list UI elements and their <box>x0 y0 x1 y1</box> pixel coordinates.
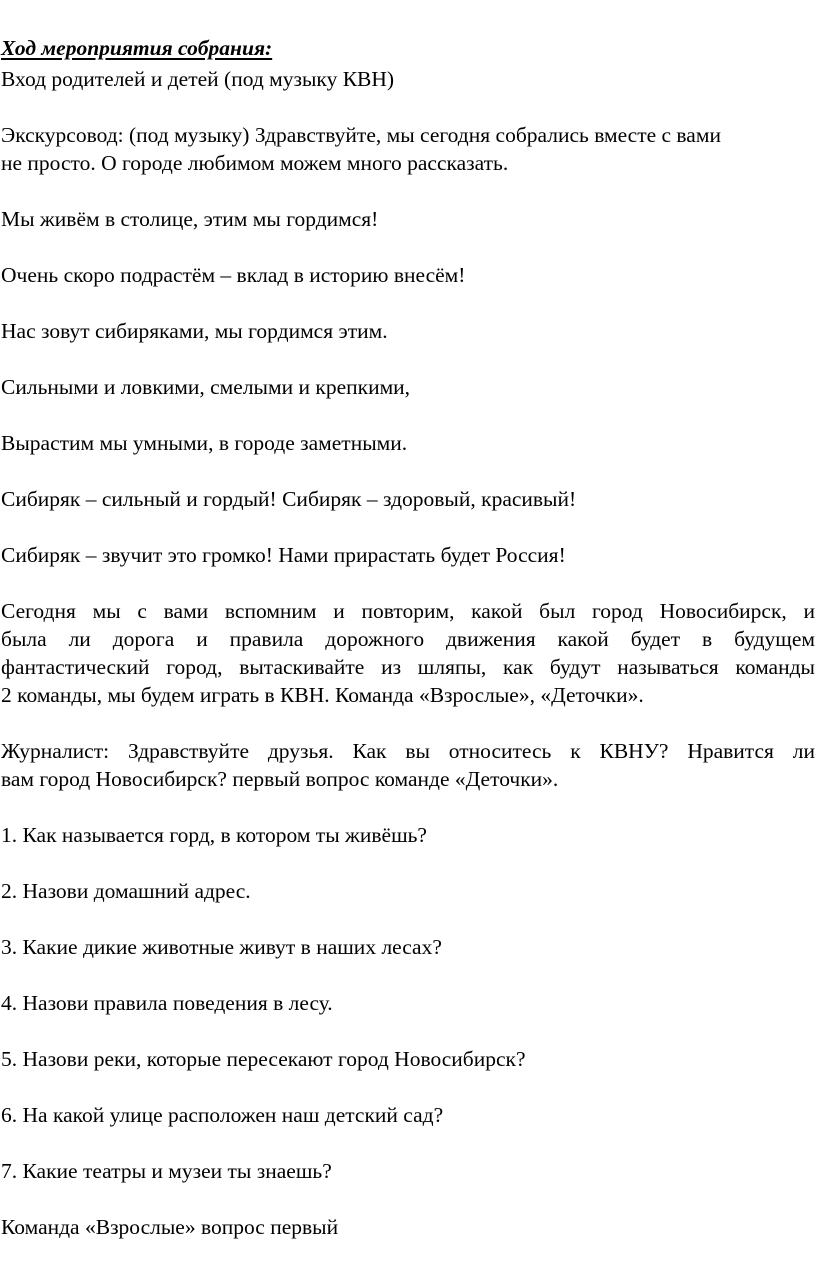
guide-intro-line: Экскурсовод: (под музыку) Здравствуйте, мы сегодня собрались вместе с вами <box>1 123 721 147</box>
question-item: 5. Назови реки, которые пересекают город Новосибирск? <box>1 1047 526 1071</box>
journalist-paragraph-line: вам город Новосибирск? первый вопрос команде «Деточки». <box>1 767 559 791</box>
poem-line: Сибиряк – сильный и гордый! Сибиряк – здоровый, красивый! <box>1 487 577 511</box>
question-item: 7. Какие театры и музеи ты знаешь? <box>1 1159 332 1183</box>
journalist-paragraph-line: Журналист: Здравствуйте друзья. Как вы относитесь к КВНУ? Нравится ли <box>1 739 815 763</box>
poem-line: Нас зовут сибиряками, мы гордимся этим. <box>1 319 388 343</box>
poem-line: Мы живём в столице, этим мы гордимся! <box>1 207 379 231</box>
guide-intro-line: не просто. О городе любимом можем много рассказать. <box>1 151 509 175</box>
closing-line: Команда «Взрослые» вопрос первый <box>1 1215 339 1239</box>
intro-paragraph-line: была ли дорога и правила дорожного движения какой будет в будущем <box>1 627 815 651</box>
question-item: 1. Как называется горд, в котором ты живёшь? <box>1 823 427 847</box>
entrance-line: Вход родителей и детей (под музыку КВН) <box>1 67 395 91</box>
intro-paragraph-line: 2 команды, мы будем играть в КВН. Команда «Взрослые», «Деточки». <box>1 683 644 707</box>
question-item: 3. Какие дикие животные живут в наших лесах? <box>1 935 442 959</box>
poem-line: Сильными и ловкими, смелыми и крепкими, <box>1 375 411 399</box>
question-item: 6. На какой улице расположен наш детский сад? <box>1 1103 444 1127</box>
question-item: 4. Назови правила поведения в лесу. <box>1 991 333 1015</box>
question-item: 2. Назови домашний адрес. <box>1 879 251 903</box>
intro-paragraph-line: Сегодня мы с вами вспомним и повторим, какой был город Новосибирск, и <box>1 599 815 623</box>
intro-paragraph-line: фантастический город, вытаскивайте из шляпы, как будут называться команды <box>1 655 815 679</box>
poem-line: Сибиряк – звучит это громко! Нами прирастать будет Россия! <box>1 543 566 567</box>
poem-line: Очень скоро подрастём – вклад в историю внесём! <box>1 263 466 287</box>
poem-line: Вырастим мы умными, в городе заметными. <box>1 431 408 455</box>
document-heading: Ход мероприятия собрания: <box>1 36 273 60</box>
